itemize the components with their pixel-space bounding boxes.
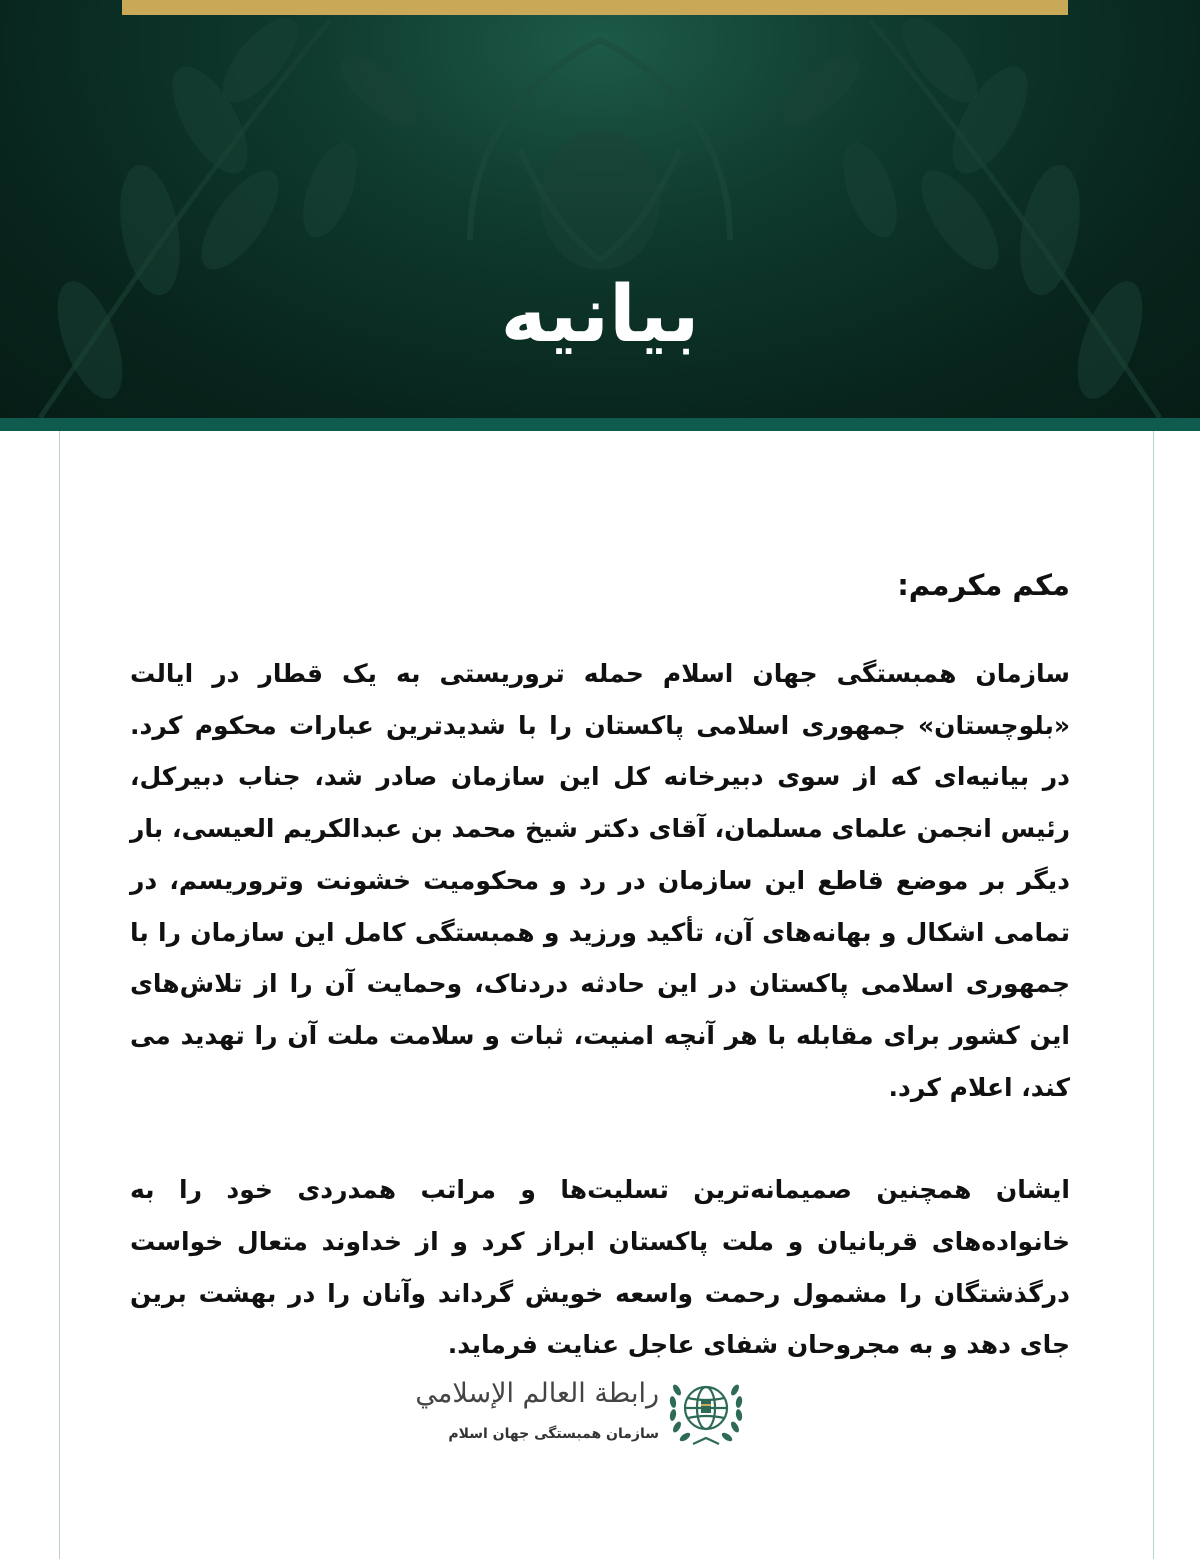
page-title: بیانیه <box>500 270 700 360</box>
gold-accent-bar <box>122 0 1068 15</box>
organization-logo <box>415 1368 745 1468</box>
statement-body <box>130 560 1070 1371</box>
header-divider <box>0 418 1200 431</box>
right-border-line <box>1153 431 1154 1559</box>
logo-arabic-name: رابطة العالم الإسلامي <box>415 1378 659 1409</box>
logo-persian-name: سازمان همبستگی جهان اسلام <box>448 1426 659 1442</box>
globe-wreath-icon <box>667 1368 745 1458</box>
paragraph-condemnation: سازمان همبستگی جهان اسلام حمله تروریستی به یک قطار در ایالت «بلوچستان» جمهوری اسلامی پاکستان را با شدیدترین عبارات محکوم کرد. در بیانیه‌ای که از سوی دبیرخانه کل این سازمان صادر شد، جناب دبیرکل، رئیس انجمن علمای مسلمان، آقای دکتر شیخ محمد بن عبدالکریم العیسی، بار دیگر بر موضع قاطع این سازمان در رد و محکومیت خشونت وتروریسم، در تمامی اشکال و بهانه‌های آن، تأکید ورزید و همبستگی کامل این سازمان را با جمهوری اسلامی پاکستان در این حادثه دردناک، وحمایت آن را از تلاش‌های این کشور برای مقابله با هر آنچه امنیت، ثبات و سلامت ملت آن را تهدید می کند، اعلام کرد. <box>130 659 1070 1102</box>
greeting: مکم مکرمم: <box>897 568 1070 602</box>
paragraph-condolences: ایشان همچنین صمیمانه‌ترین تسلیت‌ها و مراتب همدردی خود را به خانواده‌های قربانیان و ملت پاکستان ابراز کرد و از خداوند متعال خواست درگذشتگان را مشمول رحمت واسعه خویش گرداند وآنان را در بهشت برین جای دهد و به مجروحان شفای عاجل عنایت فرماید. <box>130 1175 1070 1360</box>
left-border-line <box>59 431 60 1559</box>
header-banner <box>0 0 1200 418</box>
